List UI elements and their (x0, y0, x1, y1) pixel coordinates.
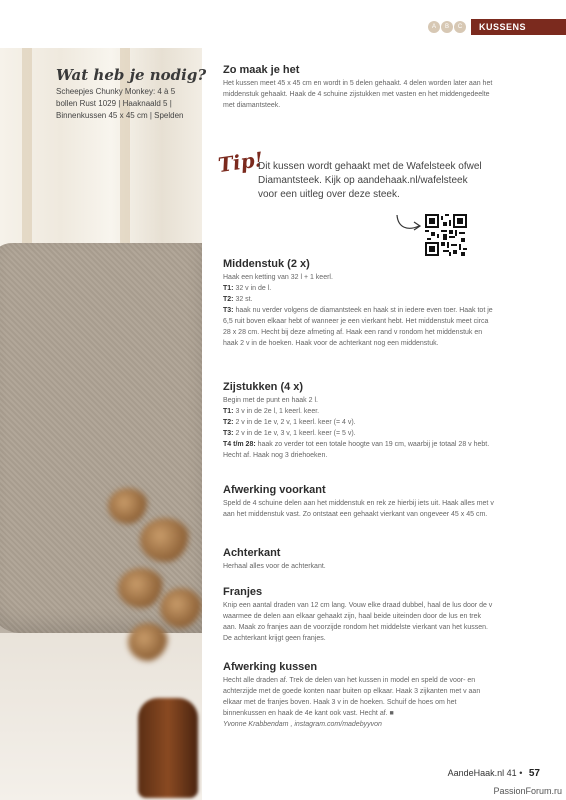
footer-bullet: • (519, 768, 523, 778)
voorkant-section (223, 484, 495, 520)
achterkant-text: Herhaal alles voor de achterkant. (223, 563, 326, 570)
photo-vase (138, 698, 198, 798)
kussen-section (223, 661, 495, 730)
tip-text: Dit kussen wordt gehaakt met de Wafelsteek ofwel Diamantsteek. Kijk op aandehaak.nl/wafelsteek voor een uitleg over deze steek. (258, 161, 482, 200)
middenstuk-section (223, 258, 495, 349)
author-credit: Yvonne Krabbendam , instagram.com/madebyyvon (223, 721, 382, 728)
photo-cushion (0, 243, 202, 633)
intro-title: Zo maak je het (223, 64, 300, 76)
zijstukken-row: T1: 3 v in de 2e l, 1 keerl. keer. (223, 408, 320, 415)
photo-flower (160, 588, 202, 628)
zijstukken-title: Zijstukken (4 x) (223, 381, 304, 393)
zijstukken-section (223, 381, 495, 461)
franjes-text: Knip een aantal draden van 12 cm lang. Vouw elke draad dubbel, haal de lus door de v waarmee de delen aan elkaar gehaakt zijn, haal beide uiteinden door de lus en trek aan. Maak zo franjes aan de voorzijde rondom het middelste vierkant van het kussen. De achterkant krijgt geen franjes. (223, 602, 493, 642)
footer-brand: AandeHaak.nl 41 (447, 768, 517, 778)
materials-text: Scheepjes Chunky Monkey: 4 à 5 bollen Rust 1029 | Haaknaald 5 | Binnenkussen 45 x 45 cm | Spelden (56, 87, 184, 120)
header-dot-1: A (428, 21, 440, 33)
intro-text: Het kussen meet 45 x 45 cm en wordt in 5 delen gehaakt. 4 delen worden later aan het middenstuk gehaakt. Haak de 4 schuine zijstukken met vasten en het middengedeelte met diamantsteek. (223, 80, 493, 109)
materials-title: Wat heb je nodig? (56, 66, 207, 84)
zijstukken-intro: Begin met de punt en haak 2 l. (223, 397, 318, 404)
middenstuk-title: Middenstuk (2 x) (223, 258, 310, 270)
achterkant-title: Achterkant (223, 547, 281, 559)
header-dot-2: B (441, 21, 453, 33)
photo-flower (118, 568, 164, 608)
zijstukken-row: T4 t/m 28: haak zo verder tot een totale hoogte van 19 cm, waarbij je totaal 28 v hebt. Hecht af. Haak nog 3 driehoeken. (223, 441, 490, 459)
page-footer (448, 768, 540, 779)
middenstuk-row: T1: 32 v in de l. (223, 285, 272, 292)
achterkant-section (223, 547, 495, 572)
intro-section (223, 64, 495, 111)
zijstukken-row: T3: 2 v in de 1e v, 3 v, 1 keerl. keer (= 5 v). (223, 430, 356, 437)
qr-code-icon[interactable] (425, 214, 467, 256)
zijstukken-row: T2: 2 v in de 1e v, 2 v, 1 keerl. keer (= 4 v). (223, 419, 356, 426)
middenstuk-row: T3: haak nu verder volgens de diamantsteek en haak st in iedere even toer. Haak tot je 6,5 ruit boven elkaar hebt of wanneer je een vierkant hebt. Het middenstuk meet circa 28 x 28 cm. Hecht bij deze afmeting af. Haak een rand v rondom het middenstuk en haak 2 v in de hoeken. Haak voor de achterkant nog een middenstuk. (223, 307, 493, 347)
page-number: 57 (528, 768, 540, 779)
section-tab: KUSSENS (471, 19, 566, 35)
franjes-title: Franjes (223, 586, 263, 598)
photo-curtain-stripe (22, 48, 32, 248)
voorkant-title: Afwerking voorkant (223, 484, 326, 496)
voorkant-text: Speld de 4 schuine delen aan het middenstuk en rek ze hierbij iets uit. Haak alles met v aan het middenstuk vast. Zo ontstaat een gehaakt vierkant van ongeveer 45 x 45 cm. (223, 500, 494, 518)
photo-flower (108, 488, 148, 524)
watermark: PassionForum.ru (493, 786, 562, 796)
cushion-photo (0, 48, 202, 800)
franjes-section (223, 586, 495, 644)
photo-flower (140, 518, 190, 562)
middenstuk-intro: Haak een ketting van 32 l + 1 keerl. (223, 274, 333, 281)
tip-label: Tip! (216, 146, 265, 178)
photo-flower (128, 623, 168, 661)
middenstuk-row: T2: 32 st. (223, 296, 253, 303)
section-header (428, 19, 566, 35)
curved-arrow-icon (394, 212, 424, 234)
kussen-text: Hecht alle draden af. Trek de delen van het kussen in model en speld de voor- en achterzijde met de goede konten naar buiten op elkaar. Haak 3 zijkanten met v aan elkaar met de franjes boven. Haak 3 v in de hoeken. Schuif de hoes om het binnenkussen en haak de 4e kant ook vast. Hecht af. ■ (223, 677, 481, 717)
kussen-title: Afwerking kussen (223, 661, 318, 673)
header-dot-3: C (454, 21, 466, 33)
